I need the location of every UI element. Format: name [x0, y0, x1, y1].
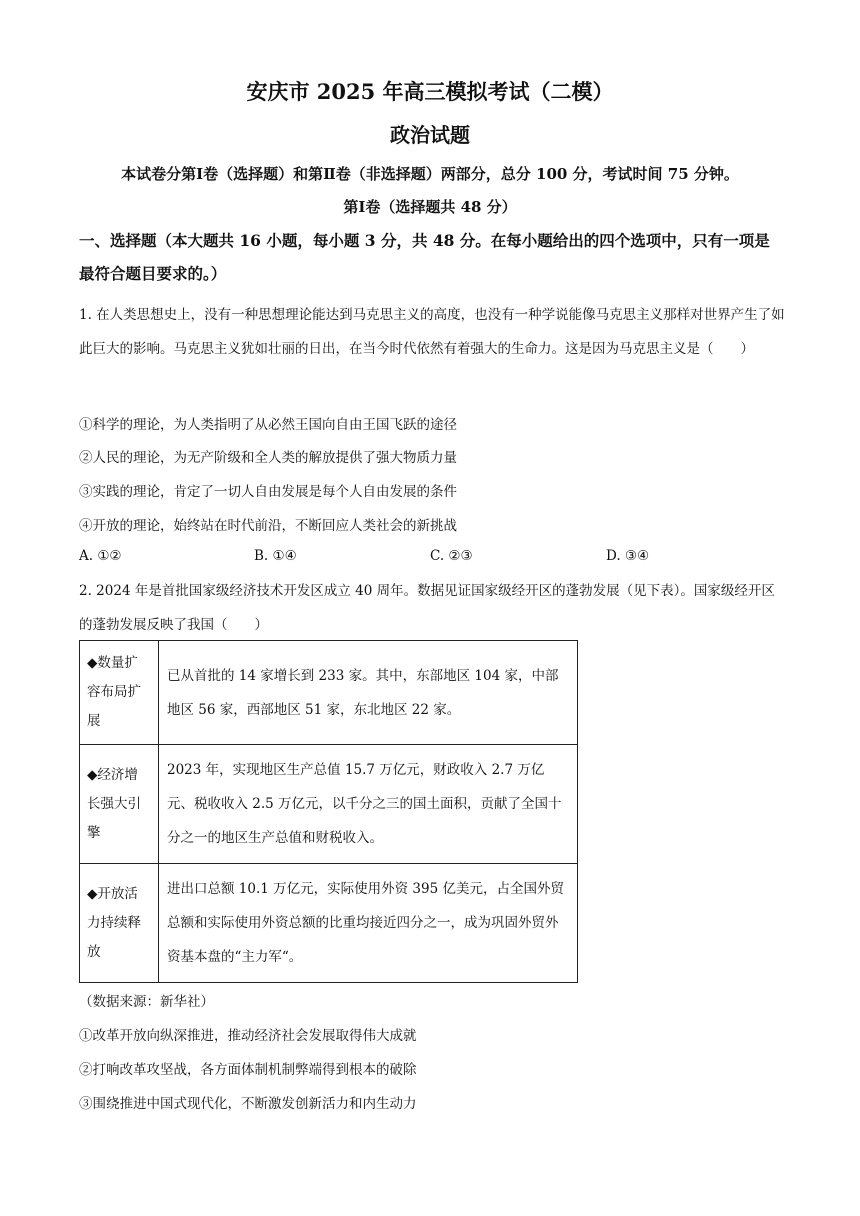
- table-row-content: 进出口总额 10.1 万亿元，实际使用外资 395 亿美元，占全国外贸总额和实际使用外资总额的比重均接近四分之一，成为巩固外贸外资基本盘的“主力军“。: [159, 864, 578, 983]
- table-row: [80, 745, 578, 864]
- question-1-stem: 1. 在人类思想史上，没有一种思想理论能达到马克思主义的高度，也没有一种学说能像马克思主义那样对世界产生了如此巨大的影响。马克思主义犹如壮丽的日出，在当今时代依然有着强大的生命力。这是因为马克思主义是（ ）: [79, 307, 785, 357]
- subject-title: 政治试题: [390, 123, 470, 147]
- table-row-content: 已从首批的 14 家增长到 233 家。其中，东部地区 104 家，中部地区 56 家，西部地区 51 家，东北地区 22 家。: [159, 641, 578, 745]
- question-1-item-4: ④开放的理论，始终站在时代前沿，不断回应人类社会的新挑战: [79, 518, 457, 534]
- question-1-option-d[interactable]: D. ③④: [606, 548, 650, 564]
- table-row: [80, 864, 578, 983]
- data-source-note: （数据来源：新华社）: [79, 994, 214, 1010]
- question-1-item-1: ①科学的理论，为人类指明了从必然王国向自由王国飞跃的途径: [79, 417, 457, 433]
- table-row-heading: ◆数量扩容布局扩展: [80, 641, 159, 745]
- question-1-option-b[interactable]: B. ①④: [254, 548, 297, 564]
- question-2-item-2: ②打响改革攻坚战，各方面体制机制弊端得到根本的破除: [79, 1062, 417, 1078]
- question-1-item-2: ②人民的理论，为无产阶级和全人类的解放提供了强大物质力量: [79, 450, 457, 466]
- question-1-option-c[interactable]: C. ②③: [430, 548, 473, 564]
- table-row-content: 2023 年，实现地区生产总值 15.7 万亿元，财政收入 2.7 万亿元、税收收入 2.5 万亿元，以千分之三的国土面积，贡献了全国十分之一的地区生产总值和财税收入。: [159, 745, 578, 864]
- question-2-item-1: ①改革开放向纵深推进，推动经济社会发展取得伟大成就: [79, 1028, 417, 1044]
- question-1-option-a[interactable]: A. ①②: [79, 548, 122, 564]
- table-row-heading: ◆开放活力持续释放: [80, 864, 159, 983]
- development-data-table: [79, 640, 578, 983]
- exam-intro: 本试卷分第Ⅰ卷（选择题）和第Ⅱ卷（非选择题）两部分，总分 100 分，考试时间 75 分钟。: [121, 165, 739, 183]
- question-2-item-3: ③围绕推进中国式现代化，不断激发创新活力和内生动力: [79, 1096, 417, 1112]
- exam-title: 安庆市 2025 年高三模拟考试（二模）: [246, 79, 614, 104]
- question-1-item-3: ③实践的理论，肯定了一切人自由发展是每个人自由发展的条件: [79, 484, 457, 500]
- part-heading: 第Ⅰ卷（选择题共 48 分）: [343, 198, 517, 216]
- section-heading: 一、选择题（本大题共 16 小题，每小题 3 分，共 48 分。在每小题给出的四个选项中，只有一项是最符合题目要求的。）: [79, 231, 770, 283]
- table-row: [80, 641, 578, 745]
- table-row-heading: ◆经济增长强大引擎: [80, 745, 159, 864]
- question-2-stem: 2. 2024 年是首批国家级经济技术开发区成立 40 周年。数据见证国家级经开区的蓬勃发展（见下表）。国家级经开区的蓬勃发展反映了我国（ ）: [79, 583, 775, 633]
